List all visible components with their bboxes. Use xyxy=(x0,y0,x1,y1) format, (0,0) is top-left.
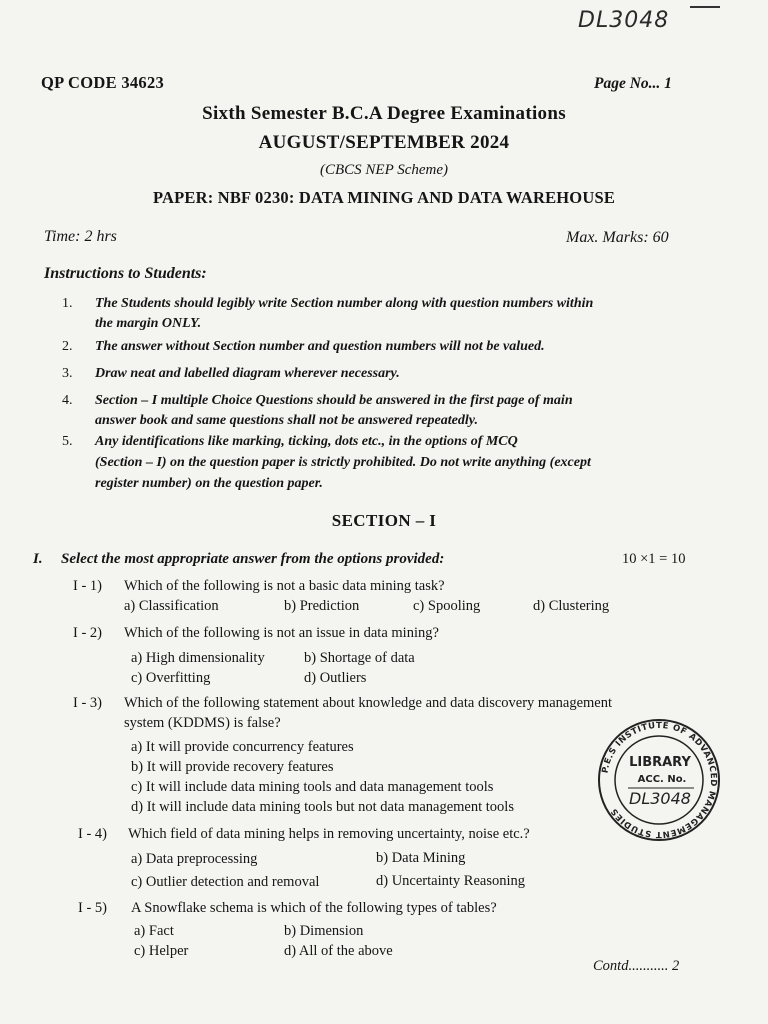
option-d: d) Outliers xyxy=(304,670,367,686)
instruction-number: 5. xyxy=(62,434,73,449)
page-number: Page No... 1 xyxy=(594,75,672,92)
continued-note: Contd........... 2 xyxy=(593,958,680,974)
question-text: Which of the following is not a basic data mining task? xyxy=(124,578,445,594)
question-label: I - 3) xyxy=(73,695,102,711)
option-a: a) High dimensionality xyxy=(131,650,265,666)
stamp-number: DL3048 xyxy=(629,789,691,808)
question-label: I - 5) xyxy=(78,900,107,916)
section-instruction: Select the most appropriate answer from the options provided: xyxy=(61,551,445,567)
instruction-text: register number) on the question paper. xyxy=(95,476,323,491)
top-edge-mark xyxy=(690,6,720,8)
question-text: Which field of data mining helps in removing uncertainty, noise etc.? xyxy=(128,826,530,842)
exam-session: AUGUST/SEPTEMBER 2024 xyxy=(258,132,510,153)
stamp-ring-text: P.E.S INSTITUTE OF ADVANCED MANAGEMENT STUDIES xyxy=(600,720,719,840)
instruction-number: 4. xyxy=(62,393,73,408)
instruction-number: 3. xyxy=(62,366,73,381)
instructions-heading: Instructions to Students: xyxy=(44,265,207,282)
option-b: b) Shortage of data xyxy=(304,650,415,666)
instruction-text: the margin ONLY. xyxy=(95,316,202,331)
question-text: A Snowflake schema is which of the following types of tables? xyxy=(131,900,497,916)
question-label: I - 2) xyxy=(73,625,102,641)
library-seal-icon xyxy=(594,718,724,843)
option-a: a) It will provide concurrency features xyxy=(131,739,354,755)
option-c: c) Overfitting xyxy=(131,670,211,686)
max-marks: Max. Marks: 60 xyxy=(566,229,669,246)
question-text: Which of the following is not an issue in data mining? xyxy=(124,625,439,641)
option-d: d) It will include data mining tools but not data management tools xyxy=(131,799,514,815)
option-a: a) Fact xyxy=(134,923,174,939)
paper-title: PAPER: NBF 0230: DATA MINING AND DATA WAREHOUSE xyxy=(152,188,616,207)
option-c: c) It will include data mining tools and data management tools xyxy=(131,779,494,795)
qp-code: QP CODE 34623 xyxy=(41,73,165,92)
question-text: system (KDDMS) is false? xyxy=(124,715,281,731)
instruction-text: Draw neat and labelled diagram wherever necessary. xyxy=(95,366,400,381)
option-c: c) Outlier detection and removal xyxy=(131,874,320,890)
option-d: d) All of the above xyxy=(284,943,393,959)
exam-title: Sixth Semester B.C.A Degree Examinations xyxy=(202,103,566,124)
question-label: I - 4) xyxy=(78,826,107,842)
instruction-text: answer book and same questions shall not be answered repeatedly. xyxy=(95,413,478,428)
question-label: I - 1) xyxy=(73,578,102,594)
library-stamp xyxy=(594,718,724,843)
instruction-text: Section – I multiple Choice Questions should be answered in the first page of main xyxy=(95,393,573,408)
section-title: SECTION – I xyxy=(331,511,437,530)
stamp-acc-no: ACC. No. xyxy=(637,774,687,785)
option-b: b) Prediction xyxy=(284,598,360,614)
option-a: a) Data preprocessing xyxy=(131,851,258,867)
section-question-number: I. xyxy=(33,551,43,567)
option-b: b) Dimension xyxy=(284,923,364,939)
instruction-text: The answer without Section number and question numbers will not be valued. xyxy=(95,339,545,354)
option-d: d) Uncertainty Reasoning xyxy=(376,873,525,889)
instruction-text: (Section – I) on the question paper is strictly prohibited. Do not write anything (except xyxy=(95,455,591,470)
option-a: a) Classification xyxy=(124,598,219,614)
option-c: c) Spooling xyxy=(413,598,481,614)
instruction-number: 1. xyxy=(62,296,73,311)
exam-time: Time: 2 hrs xyxy=(44,228,117,245)
option-b: b) Data Mining xyxy=(376,850,466,866)
option-c: c) Helper xyxy=(134,943,189,959)
question-text: Which of the following statement about knowledge and data discovery management xyxy=(124,695,613,711)
exam-scheme: (CBCS NEP Scheme) xyxy=(319,162,449,178)
section-marks: 10 ×1 = 10 xyxy=(622,551,686,567)
instruction-number: 2. xyxy=(62,339,73,354)
handwritten-ref: DL3048 xyxy=(578,8,670,33)
instruction-text: Any identifications like marking, ticking, dots etc., in the options of MCQ xyxy=(95,434,518,449)
instruction-text: The Students should legibly write Section number along with question numbers within xyxy=(95,296,594,311)
stamp-library: LIBRARY xyxy=(629,755,691,770)
option-b: b) It will provide recovery features xyxy=(131,759,334,775)
option-d: d) Clustering xyxy=(533,598,610,614)
